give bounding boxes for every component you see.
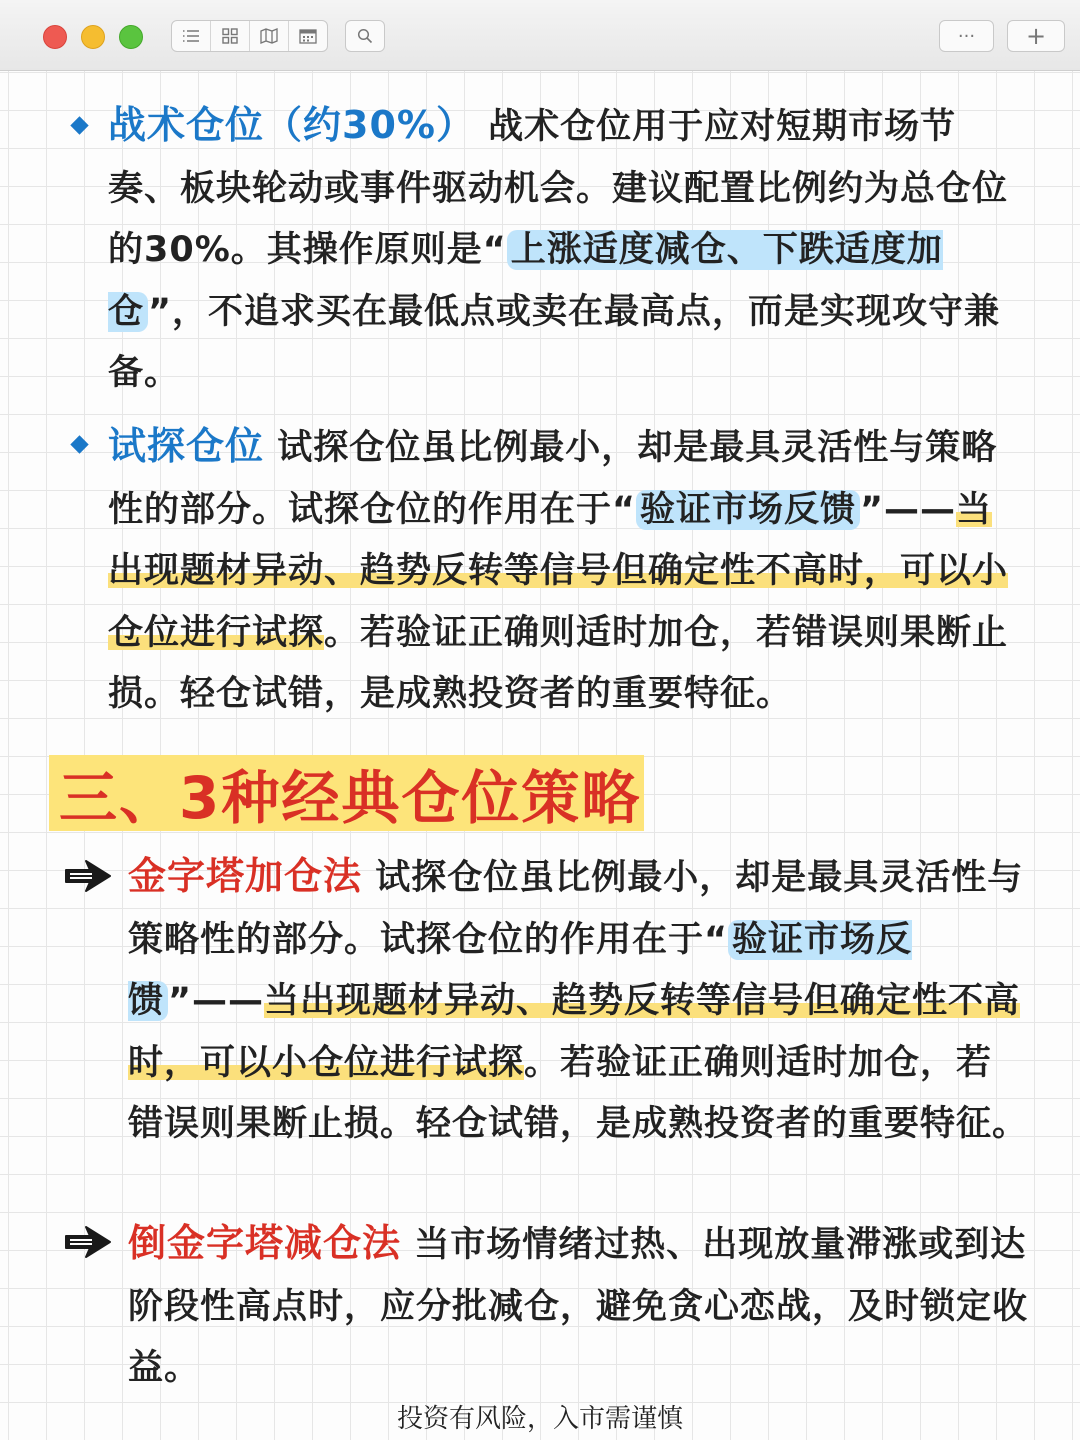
diamond-bullet-icon: [70, 116, 88, 134]
pyramid-text-a: 试探仓位虽比例最小，却是最具灵活性与策略性的部分。试探仓位的作用在于“: [128, 858, 1024, 960]
add-label: +: [1025, 22, 1047, 50]
pyramid-add-keyword: 金字塔加仓法: [128, 854, 363, 898]
pyramid-highlight-yellow: 当出现题材异动、趋势反转等信号但确定性不高时，可以小仓位进行试探: [128, 981, 1021, 1083]
pyramid-text-c: 。若验证正确则适时加仓，若错误则果断止损。轻仓试错，是成熟投资者的重要特征。: [128, 1042, 1029, 1144]
diamond-bullet-icon: [70, 435, 88, 453]
arrow-right-icon: [64, 856, 114, 896]
tactical-position-keyword: 战术仓位（约30%）: [108, 103, 475, 147]
risk-disclaimer: 投资有风险，入市需谨慎: [396, 1404, 683, 1434]
inverted-pyramid-keyword: 倒金字塔减仓法: [128, 1221, 402, 1265]
probe-text-a: 试探仓位虽比例最小，却是最具灵活性与策略性的部分。试探仓位的作用在于“: [108, 428, 998, 530]
probe-position-keyword: 试探仓位: [108, 424, 265, 468]
probe-text-b: ”——: [860, 489, 957, 530]
tactical-text-b: ”，不追求买在最低点或卖在最高点，而是实现攻守兼备。: [108, 291, 1001, 393]
pyramid-text-b: ”——: [168, 981, 265, 1021]
probe-text-c: 。若验证正确则适时加仓，若错误则果断止损。轻仓试错，是成熟投资者的重要特征。: [108, 612, 1009, 714]
inverted-pyramid-paragraph: [128, 1213, 1028, 1400]
probe-position-paragraph: [108, 416, 1028, 726]
inverted-pyramid-text: 当市场情绪过热、出现放量滞涨或到达阶段性高点时，应分批减仓，避免贪心恋战，及时锁定收益。: [128, 1225, 1029, 1388]
section-heading-text: 三、3种经典仓位策略: [59, 764, 642, 832]
pyramid-add-paragraph: [128, 846, 1028, 1156]
probe-highlight-yellow: 当出现题材异动、趋势反转等信号但确定性不高时，可以小仓位进行试探: [108, 489, 1009, 653]
tactical-position-paragraph: [108, 95, 1028, 405]
section-heading: [49, 755, 644, 831]
arrow-right-icon: [64, 1222, 114, 1262]
probe-highlight-blue: 验证市场反馈: [636, 490, 860, 530]
pyramid-highlight-blue: 验证市场反馈: [128, 919, 913, 1021]
tactical-highlight: 上涨适度减仓、下跌适度加仓: [108, 230, 943, 332]
more-options-label: ···: [957, 25, 976, 47]
tactical-text-a: 战术仓位用于应对短期市场节奏、板块轮动或事件驱动机会。建议配置比例约为总仓位的30%。其操作原则是“: [108, 107, 1009, 270]
